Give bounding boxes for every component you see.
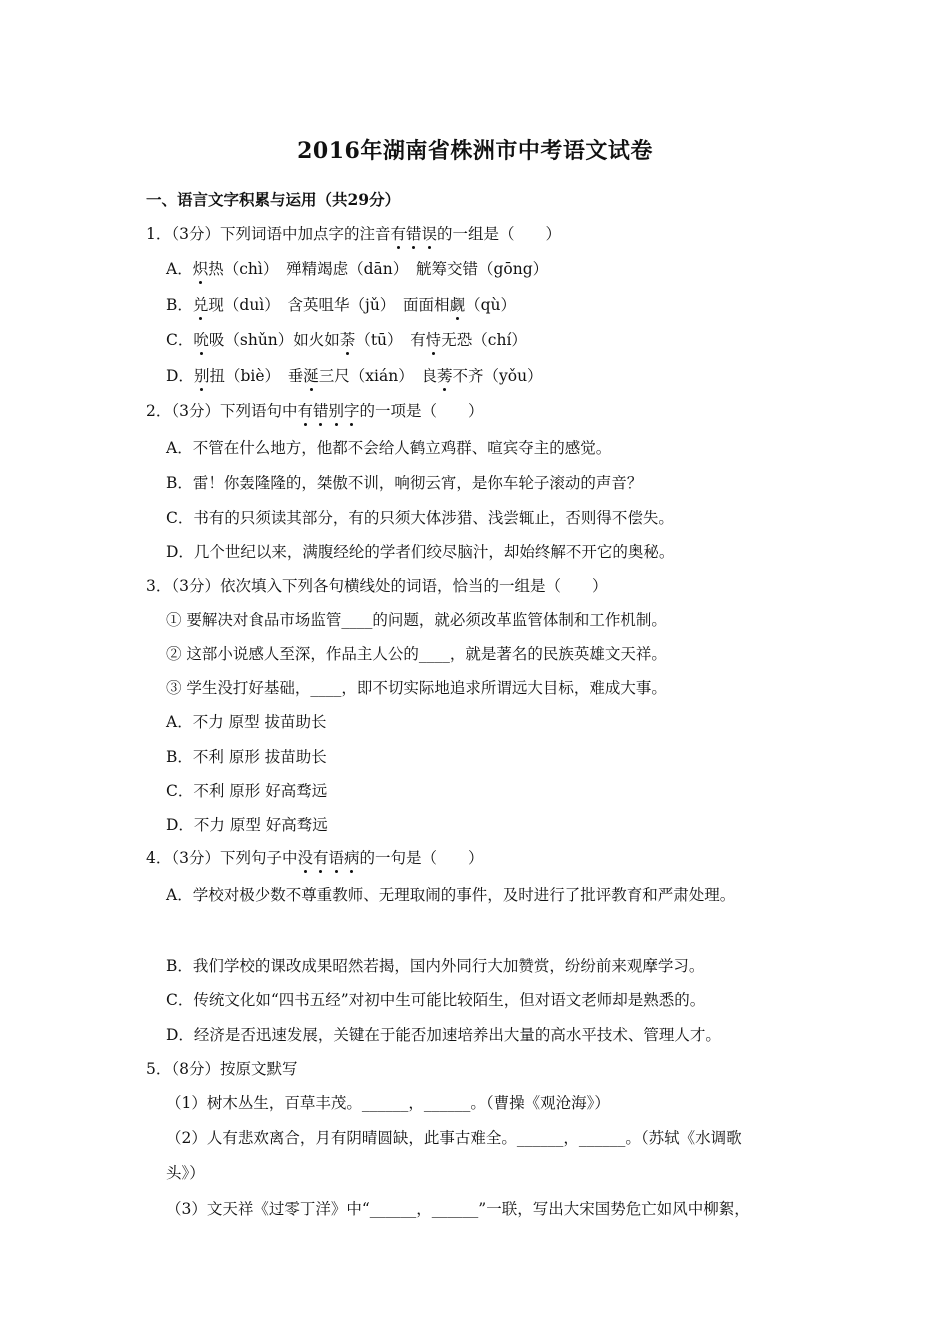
emphasis-dot-char: 觑 bbox=[449, 296, 466, 314]
question-2-option-b: B．雷！你轰隆隆的，桀傲不训，响彻云宵，是你车轮子滚动的声音？ bbox=[166, 474, 643, 492]
question-3-sentence-2: ② 这部小说感人至深，作品主人公的____，就是著名的民族英雄文天祥。 bbox=[166, 645, 667, 663]
question-3-stem: 3．（3分）依次填入下列各句横线处的词语，恰当的一组是（ ） bbox=[146, 577, 608, 595]
question-3-option-b: B．不利 原形 拔苗助长 bbox=[166, 748, 327, 766]
emphasis-dot-char: 误 bbox=[421, 225, 438, 243]
question-1-option-b: B．兑现（duì） 含英咀华（jǔ） 面面相觑（qù） bbox=[166, 296, 516, 314]
question-5-part-2-continued: 头》） bbox=[166, 1164, 205, 1182]
emphasis-dot-char: 恃 bbox=[425, 331, 442, 349]
question-4-stem: 4．（3分）下列句子中没有语病的一句是（ ） bbox=[146, 849, 484, 867]
emphasis-dot-char: 有 bbox=[313, 849, 329, 867]
emphasis-dot-char: 莠 bbox=[436, 367, 453, 385]
emphasis-dot-char: 字 bbox=[344, 402, 360, 420]
emphasis-dot-char: 错 bbox=[406, 225, 422, 243]
question-3-sentence-1: ① 要解决对食品市场监管____的问题，就必须改革监管体制和工作机制。 bbox=[166, 611, 667, 629]
question-1-option-c: C．吮吸（shǔn）如火如荼（tū） 有恃无恐（chí） bbox=[166, 331, 527, 349]
question-5-part-3: （3）文天祥《过零丁洋》中“______，______”一联，写出大宋国势危亡如风中柳絮， bbox=[166, 1200, 750, 1218]
emphasis-dot-char: 没 bbox=[297, 849, 313, 867]
question-2-option-c: C．书有的只须读其部分，有的只须大体涉猎、浅尝辄止，否则得不偿失。 bbox=[166, 509, 674, 527]
emphasis-dot-char: 有 bbox=[297, 402, 313, 420]
question-3-option-d: D．不力 原型 好高骛远 bbox=[166, 816, 328, 834]
emphasis-dot-char: 别 bbox=[328, 402, 345, 420]
emphasis-dot-char: 病 bbox=[344, 849, 360, 867]
question-3-option-c: C．不利 原形 好高骛远 bbox=[166, 782, 328, 800]
question-4-option-b: B．我们学校的课改成果昭然若揭，国内外同行大加赞赏，纷纷前来观摩学习。 bbox=[166, 957, 705, 975]
question-2-option-d: D．几个世纪以来，满腹经纶的学者们绞尽脑汁，却始终解不开它的奥秘。 bbox=[166, 543, 675, 561]
emphasis-dot-char: 别 bbox=[193, 367, 210, 385]
emphasis-dot-char: 错 bbox=[313, 402, 329, 420]
question-4-option-d: D．经济是否迅速发展，关键在于能否加速培养出大量的高水平技术、管理人才。 bbox=[166, 1026, 721, 1044]
question-5-part-1: （1）树木丛生，百草丰茂。______，______。（曹操《观沧海》） bbox=[166, 1094, 610, 1112]
emphasis-dot-char: 涎 bbox=[303, 367, 319, 385]
question-5-stem: 5．（8分）按原文默写 bbox=[146, 1060, 298, 1078]
emphasis-dot-char: 炽 bbox=[192, 260, 209, 278]
question-2-stem: 2．（3分）下列语句中有错别字的一项是（ ） bbox=[146, 402, 484, 420]
emphasis-dot-char: 吮 bbox=[193, 331, 209, 349]
emphasis-dot-char: 荼 bbox=[339, 331, 356, 349]
question-3-option-a: A．不力 原型 拔苗助长 bbox=[166, 713, 327, 731]
question-4-option-a: A．学校对极少数不尊重教师、无理取闹的事件，及时进行了批评教育和严肃处理。 bbox=[166, 886, 736, 904]
emphasis-dot-char: 有 bbox=[390, 225, 406, 243]
page-title: 2016年湖南省株洲市中考语文试卷 bbox=[297, 138, 653, 164]
question-4-option-c: C．传统文化如“四书五经”对初中生可能比较陌生，但对语文老师却是熟悉的。 bbox=[166, 991, 706, 1009]
section-heading: 一、语言文字积累与运用（共29分） bbox=[146, 190, 401, 209]
question-3-sentence-3: ③ 学生没打好基础，____，即不切实际地追求所谓远大目标，难成大事。 bbox=[166, 679, 667, 697]
question-1-option-d: D．别扭（biè） 垂涎三尺（xián） 良莠不齐（yǒu） bbox=[166, 367, 543, 385]
question-1-stem: 1．（3分）下列词语中加点字的注音有错误的一组是（ ） bbox=[146, 225, 562, 243]
question-2-option-a: A．不管在什么地方，他都不会给人鹤立鸡群、喧宾夺主的感觉。 bbox=[166, 439, 612, 457]
emphasis-dot-char: 语 bbox=[328, 849, 345, 867]
emphasis-dot-char: 兑 bbox=[192, 296, 209, 314]
question-5-part-2: （2）人有悲欢离合，月有阴晴圆缺，此事古难全。______，______。（苏轼《水调歌 bbox=[166, 1129, 742, 1147]
question-1-option-a: A．炽热（chì） 殚精竭虑（dān） 觥筹交错（gōng） bbox=[166, 260, 549, 278]
